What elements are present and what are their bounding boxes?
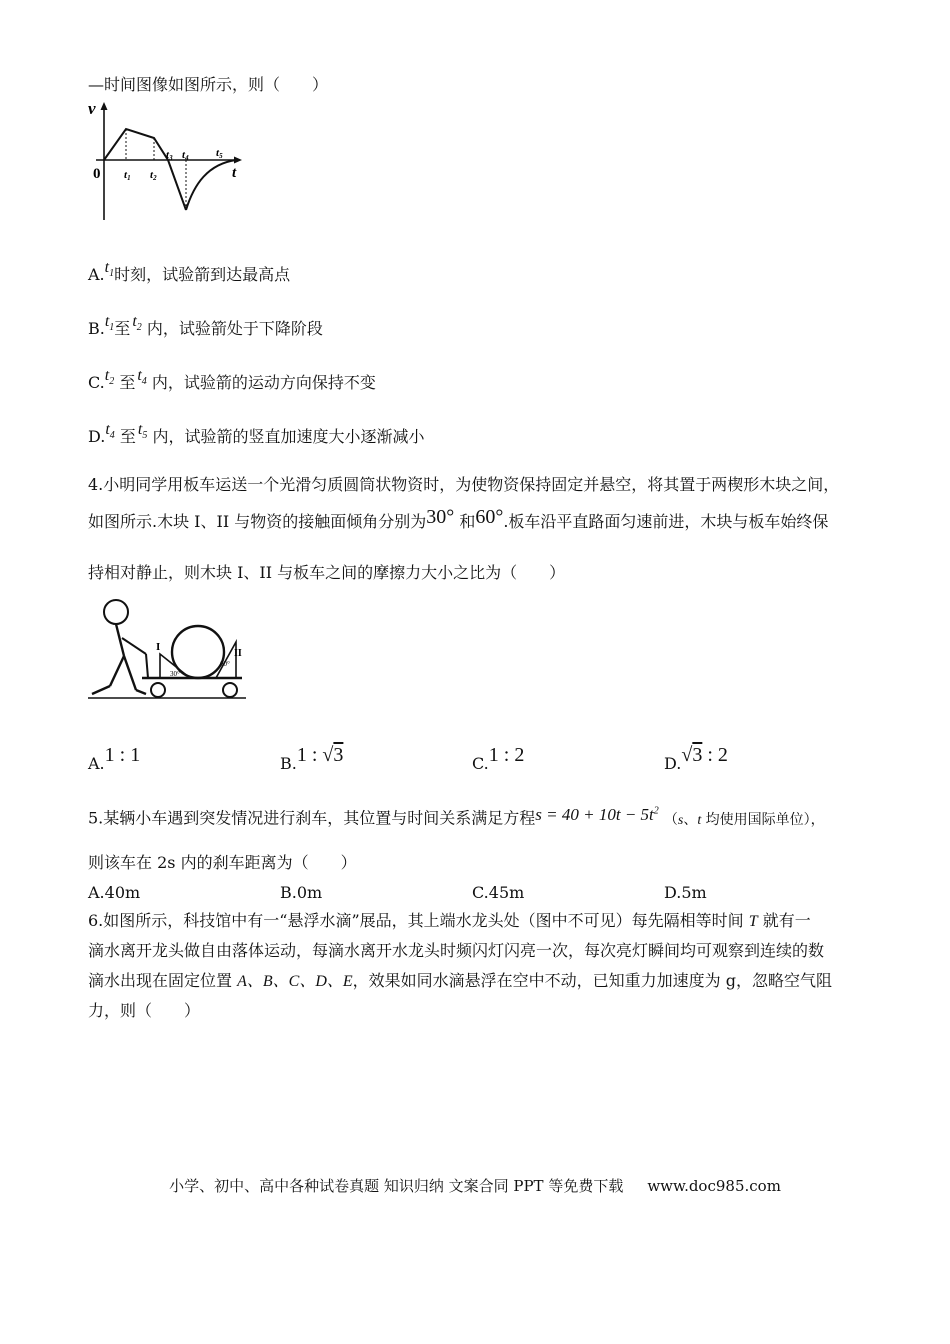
q4-option-c: C.1 : 2 xyxy=(472,744,525,773)
t5-label: t5 xyxy=(216,147,223,160)
q3-stem-tail: —时间图像如图所示，则（ ） xyxy=(88,75,329,94)
q4-option-b: B.1 : √3 xyxy=(280,744,344,773)
wedge-ii-label: II xyxy=(234,648,242,659)
t4-label: t4 xyxy=(182,149,189,162)
t-axis-label: t xyxy=(232,165,237,181)
origin-label: 0 xyxy=(93,166,101,182)
q3-option-d: $D.t_4$ 至 $t_5$ 内，试验箭的竖直加速度大小逐渐减小 xyxy=(88,421,425,446)
t2-label: t2 xyxy=(150,169,157,182)
q4-option-a: A.1 : 1 xyxy=(88,744,141,773)
cart-figure xyxy=(86,594,248,718)
q6-line-4: 力，则（ ） xyxy=(88,1001,201,1020)
page-footer xyxy=(0,1176,950,1196)
footer-text: 小学、初中、高中各种试卷真题 知识归纳 文案合同 PPT 等免费下载 xyxy=(169,1177,624,1195)
q5-option-d: D.5m xyxy=(664,883,707,902)
t3-label: t3 xyxy=(166,149,173,162)
wedge-i-label: I xyxy=(156,641,161,653)
q4-option-d: D.√3 : 2 xyxy=(664,744,728,773)
q6-line-1: 6.如图所示，科技馆中有一“悬浮水滴”展品，其上端水龙头处（图中不可见）每先隔相等时间 T 就有一 xyxy=(88,911,811,930)
q5-option-b: B.0m xyxy=(280,883,323,902)
q3-option-c: $C.t_2$ 至 $t_4$ 内，试验箭的运动方向保持不变 xyxy=(88,367,376,392)
q5-option-a: A.40m xyxy=(88,883,141,902)
v-axis-label: v xyxy=(88,99,96,118)
q6-line-2: 滴水离开龙头做自由落体运动，每滴水离开水龙头时频闪灯闪亮一次，每次亮灯瞬间均可观察到连续的数 xyxy=(88,941,825,960)
q5-line-2: 则该车在 2s 内的刹车距离为（ ） xyxy=(88,853,357,872)
q5-line-1: 5.某辆小车遇到突发情况进行刹车，其位置与时间关系满足方程$s = 40 + 10t - 5t^2$ （s、t 均使用国际单位）， xyxy=(88,804,825,828)
q3-option-a: $A.t_1$时刻，试验箭到达最高点 xyxy=(88,259,291,284)
wedge-ii-angle: 60° xyxy=(220,660,230,668)
q6-line-3: 滴水出现在固定位置 A、B、C、D、E，效果如同水滴悬浮在空中不动，已知重力加速度为 g，忽略空气阻 xyxy=(88,971,832,990)
q3-option-b: $B.t_1$至 $t_2$ 内，试验箭处于下降阶段 xyxy=(88,313,323,338)
velocity-time-graph xyxy=(86,98,248,230)
q4-line-2: 如图所示.木块 I、II 与物资的接触面倾角分别为30° 和60°.板车沿平直路面匀速前进，木块与板车始终保 xyxy=(88,506,829,531)
q4-line-3: 持相对静止，则木块 I、II 与板车之间的摩擦力大小之比为（ ） xyxy=(88,563,566,582)
t1-label: t1 xyxy=(124,169,131,182)
footer-url[interactable]: www.doc985.com xyxy=(647,1177,781,1195)
q4-line-1: 4.小明同学用板车运送一个光滑匀质圆筒状物资时，为使物资保持固定并悬空，将其置于两楔形木块之间， xyxy=(88,475,840,494)
q5-option-c: C.45m xyxy=(472,883,525,902)
wedge-i-angle: 30° xyxy=(170,670,180,678)
